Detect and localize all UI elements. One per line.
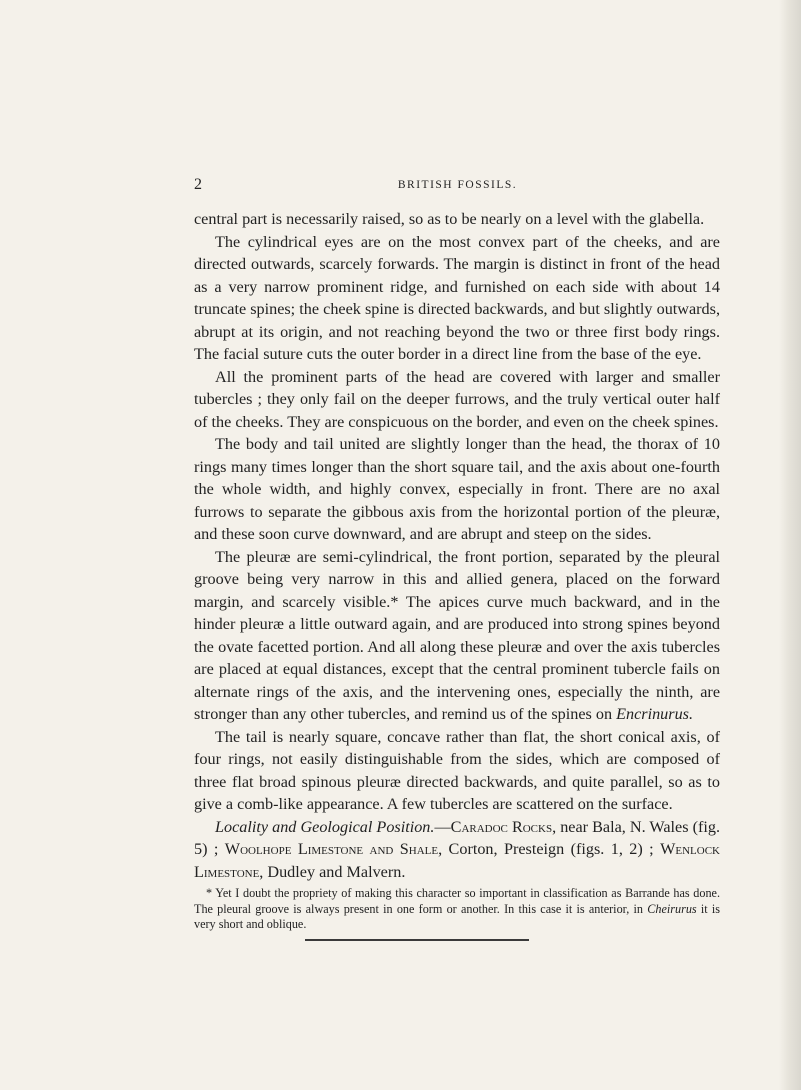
page-header	[194, 176, 721, 196]
locality-text-2: , Corton, Presteign (figs. 1, 2) ;	[438, 840, 661, 858]
footnote-text-a: * Yet I doubt the propriety of making this character so important in classification as Barrande has done. The pleural groove is always present in one form or another. In this case it is anterior, in	[194, 886, 720, 916]
locality-wenlock-limestone: Wenlock Limestone	[194, 840, 720, 881]
paragraph-pleurae	[194, 546, 720, 726]
locality-woolhope-limestone: Woolhope Limestone and Shale	[224, 840, 439, 858]
paragraph-tail: The tail is nearly square, concave rather than flat, the short conical axis, of four rings, not easily distinguishable from the sides, which are composed of three flat broad spinous pleuræ directed backwards, and quite parallel, so as to give a comb-like appearance. A few tubercles are scattered on the surface.	[194, 727, 720, 813]
footnote-genus: Cheirurus	[647, 901, 697, 916]
body-text	[194, 208, 720, 941]
locality-text-1: , near Bala, N. Wales (fig. 5) ;	[194, 817, 721, 858]
locality-caradoc-rocks: Caradoc Rocks	[450, 817, 553, 836]
paragraph-body-tail: The body and tail united are slightly longer than the head, the thorax of 10 rings many times longer than the short square tail, and the axis about one-fourth the whole width, and highly convex, especially in front. There are no axal furrows to separate the gibbous axis from the horizontal portion of the pleuræ, and these soon curve downward, and are abrupt and steep on the sides.	[194, 435, 720, 543]
paragraph-locality	[194, 816, 720, 884]
paragraph-eyes: The cylindrical eyes are on the most convex part of the cheeks, and are directed outwards, scarcely forwards. The margin is distinct in front of the head as a very narrow prominent ridge, and furnished on each side with about 14 truncate spines; the cheek spine is directed backwards, and but slightly outwards, abrupt at its origin, and not reaching beyond the two or three first body rings. The facial suture cuts the outer border in a direct line from the base of the eye.	[194, 232, 720, 363]
paragraph-glabella: central part is necessarily raised, so as to be nearly on a level with the glabella.	[194, 210, 705, 228]
page-edge-shadow	[779, 0, 801, 1090]
genus-encrinurus: Encrinurus.	[616, 705, 694, 723]
footnote-text-b: it is very short and oblique.	[194, 901, 721, 931]
paragraph-pleurae-text: The pleuræ are semi-cylindrical, the front portion, separated by the pleural groove being very narrow in this and allied genera, placed on the forward margin, and scarcely visible.* The apices curve much backward, and in the hinder pleuræ a little outward again, and are produced into strong spines beyond the ovate facetted portion. And all along these pleuræ and over the axis tubercles are placed at equal distances, except that the central prominent tubercle fails on alternate rings of the axis, and the intervening ones, especially the ninth, are stronger than any other tubercles, and remind us of the spines on	[194, 547, 720, 723]
footnote	[194, 886, 720, 933]
locality-dash: —	[434, 817, 451, 836]
paragraph-tubercles: All the prominent parts of the head are covered with larger and smaller tubercles ; they only fail on the deeper furrows, and the truly vertical outer half of the cheeks. They are conspicuous on the border, and even on the cheek spines.	[194, 367, 720, 431]
locality-heading: Locality and Geological Position.	[215, 817, 435, 836]
page-number: 2	[194, 176, 202, 193]
locality-text-3: , Dudley and Malvern.	[259, 862, 406, 881]
running-title: BRITISH FOSSILS.	[397, 179, 518, 191]
bottom-rule	[305, 939, 529, 941]
